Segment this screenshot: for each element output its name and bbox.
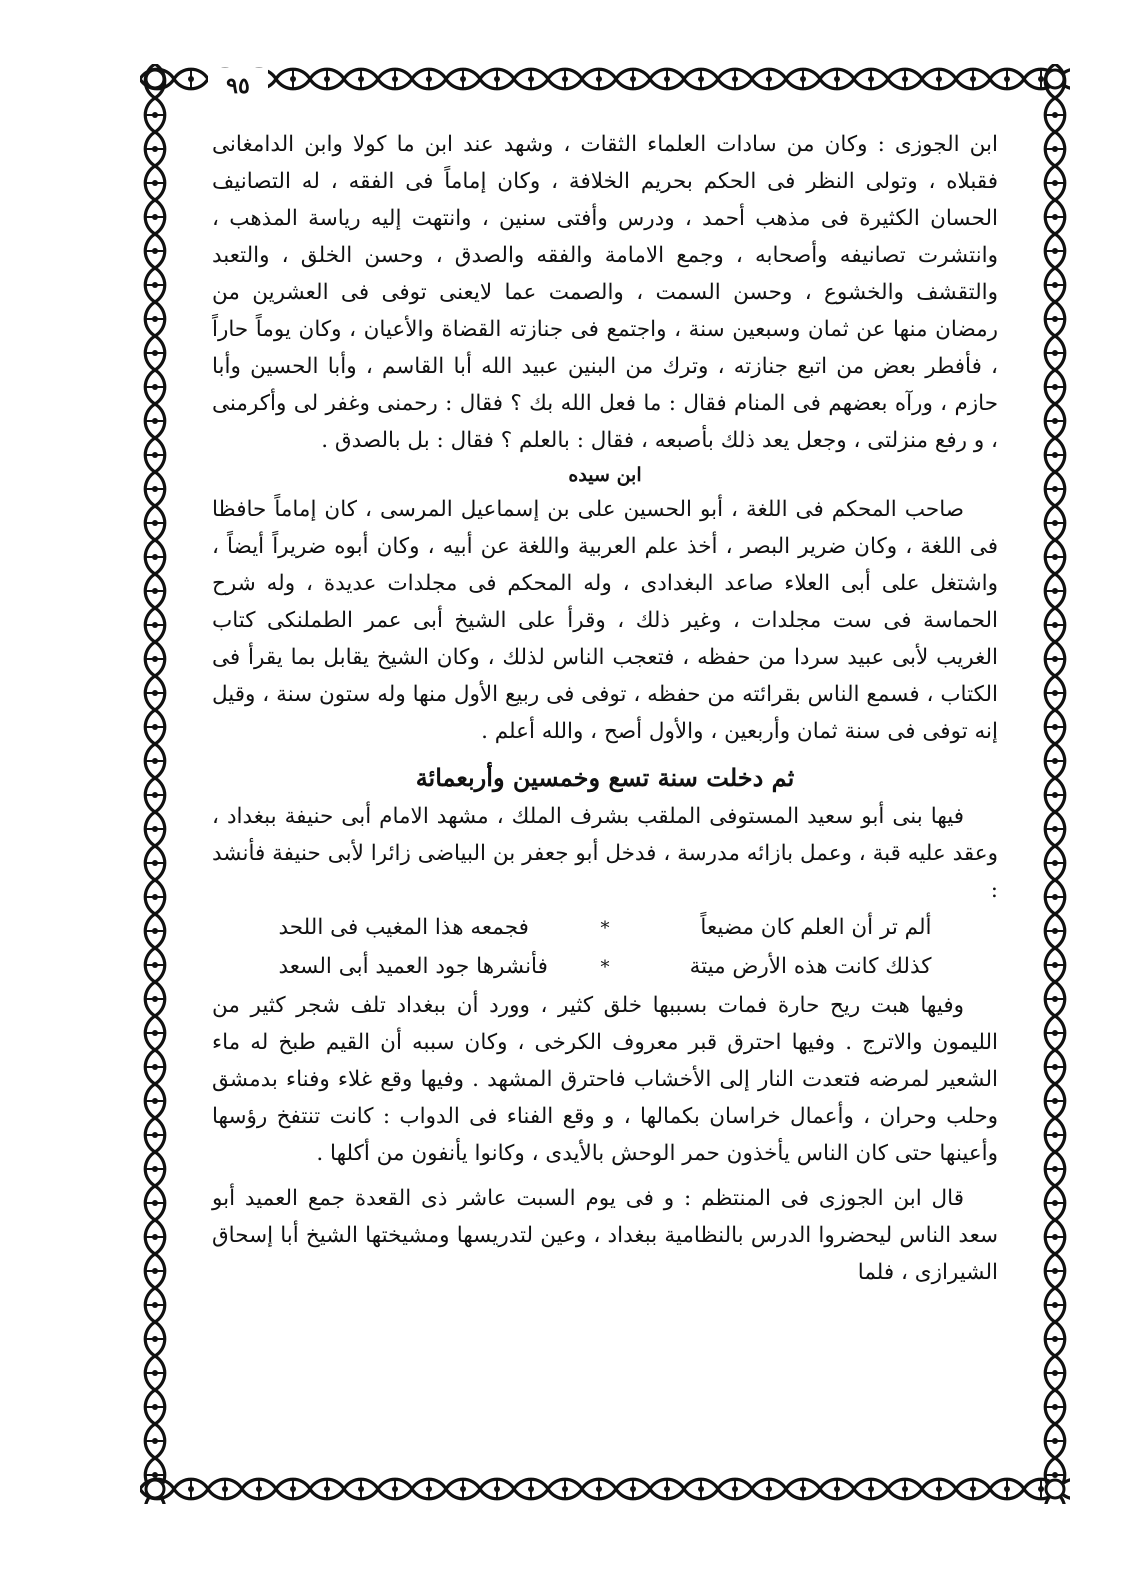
- page-number: ٩٥: [208, 68, 268, 104]
- verse-separator-icon: *: [600, 957, 610, 978]
- paragraph: قال ابن الجوزى فى المنتظم : و فى يوم السبت عاشر ذى القعدة جمع العميد أبو سعد الناس ليحضروا الدرس بالنظامية ببغداد ، وعين لتدريسها ومشيختها الشيخ أبا إسحاق الشيرازى ، فلما: [212, 1186, 998, 1285]
- verse-separator-icon: *: [600, 918, 610, 939]
- year-heading: ثم دخلت سنة تسع وخمسين وأربعمائة: [415, 763, 795, 792]
- paragraph: فيها بنى أبو سعيد المستوفى الملقب بشرف الملك ، مشهد الامام أبى حنيفة ببغداد ، وعقد عليه قبة ، وعمل بازائه مدرسة ، فدخل أبو جعفر بن البياضى زائرا لأبى حنيفة فأنشد :: [212, 804, 998, 903]
- poem-first-hemistich: ألم تر أن العلم كان مضيعاً: [700, 915, 932, 940]
- paragraph: وفيها هبت ريح حارة فمات بسببها خلق كثير ، وورد أن ببغداد تلف شجر كثير من الليمون والاترج . وفيها احترق قبر معروف الكرخى ، وكان سببه أن القيم طبخ له ماء الشعير لمرضه فتعدت النار إلى الأخشاب فاحترق المشهد . وفيها وقع غلاء وفناء بدمشق وحلب وحران ، وأعمال خراسان بكمالها ، و وقع الفناء فى الدواب : كانت تنتفخ رؤسها وأعينها حتى كان الناس يأخذون حمر الوحش بالأيدى ، وكانوا يأنفون من أكلها .: [212, 993, 998, 1166]
- page-body: [212, 126, 998, 1291]
- paragraph: ابن الجوزى : وكان من سادات العلماء الثقات ، وشهد عند ابن ما كولا وابن الدامغانى فقبلاه ، وتولى النظر فى الحكم بحريم الخلافة ، وكان إماماً فى الفقه ، له التصانيف الحسان الكثيرة فى مذهب أحمد ، ودرس وأفتى سنين ، وانتهت إليه رياسة المذهب ، وانتشرت تصانيفه وأصحابه ، وجمع الامامة والفقه والصدق ، وحسن الخلق ، والتعبد والتقشف والخشوع ، وحسن السمت ، والصمت عما لايعنى توفى فى العشرين من رمضان منها عن ثمان وسبعين سنة ، واجتمع فى جنازته القضاة والأعيان ، وكان يوماً حاراً ، فأفطر بعض من اتبع جنازته ، وترك من البنين عبيد الله أبا القاسم ، وأبا الحسين وأبا حازم ، ورآه بعضهم فى المنام فقال : ما فعل الله بك ؟ فقال : رحمنى وغفر لى وأكرمنى ، و رفع منزلتى ، وجعل يعد ذلك بأصبعه ، فقال : بالعلم ؟ فقال : بل بالصدق .: [212, 132, 998, 453]
- poem-verse: [212, 948, 998, 987]
- poem-verse: [212, 909, 998, 948]
- poem-first-hemistich: كذلك كانت هذه الأرض ميتة: [689, 954, 932, 979]
- poem: [212, 909, 998, 987]
- poem-second-hemistich: فأنشرها جود العميد أبى السعد: [278, 954, 548, 979]
- section-heading: ابن سيده: [568, 464, 642, 486]
- page-frame: [140, 64, 1070, 1504]
- paragraph: صاحب المحكم فى اللغة ، أبو الحسين على بن إسماعيل المرسى ، كان إماماً حافظا فى اللغة ، وكان ضرير البصر ، أخذ علم العربية واللغة عن أبيه ، وكان أبوه ضريراً أيضاً ، واشتغل على أبى العلاء صاعد البغدادى ، وله المحكم فى مجلدات عديدة ، وله شرح الحماسة فى ست مجلدات ، وغير ذلك ، وقرأ على الشيخ أبى عمر الطملنكى كتاب الغريب لأبى عبيد سردا من حفظه ، فتعجب الناس لذلك ، وكان الشيخ يقابل بما يقرأ فى الكتاب ، فسمع الناس بقرائته من حفظه ، توفى فى ربيع الأول منها وله ستون سنة ، وقيل إنه توفى فى سنة ثمان وأربعين ، والأول أصح ، والله أعلم .: [212, 497, 998, 744]
- poem-second-hemistich: فجمعه هذا المغيب فى اللحد: [278, 915, 529, 940]
